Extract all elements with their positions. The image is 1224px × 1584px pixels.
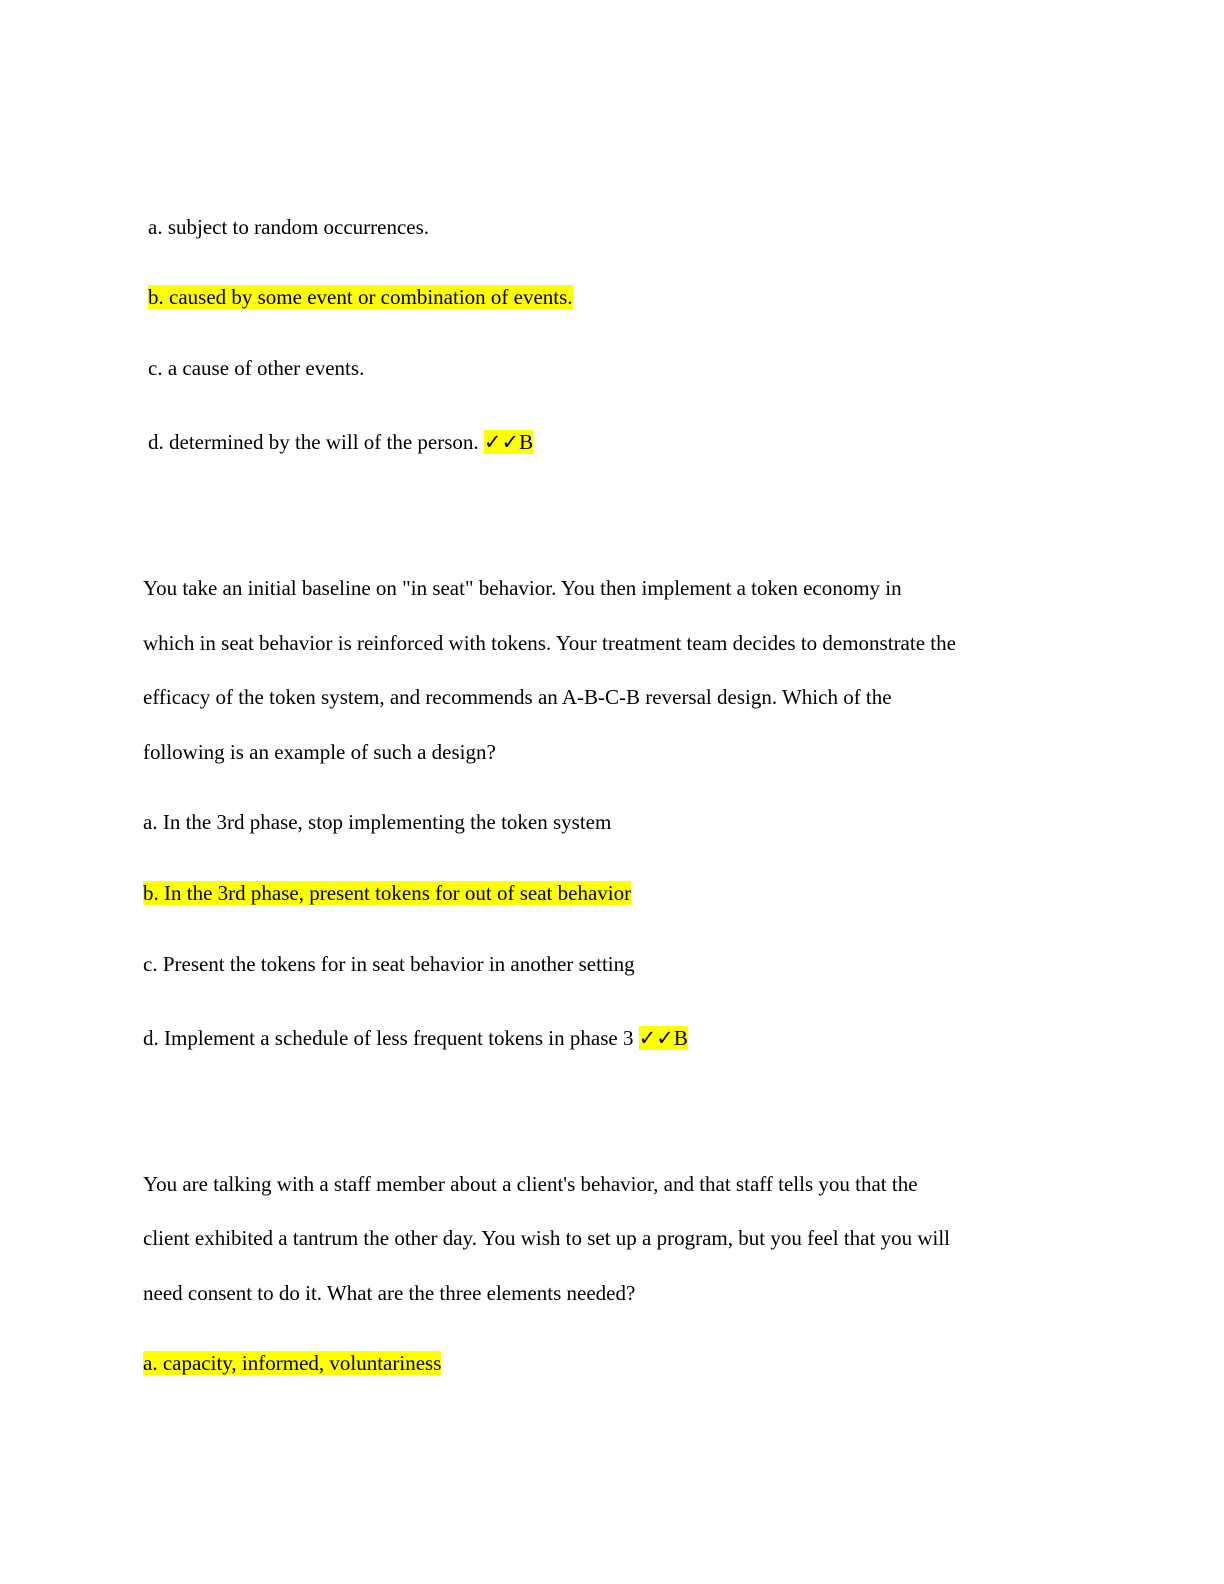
q2-option-b-text: b. In the 3rd phase, present tokens for out of seat behavior xyxy=(143,881,632,905)
q1-option-d xyxy=(148,430,533,454)
q1-answer-checks: ✓✓ xyxy=(483,430,520,454)
q3-stem-line-2-text: client exhibited a tantrum the other day. You wish to set up a program, but you feel that you will xyxy=(143,1226,950,1250)
q3-stem-line-1 xyxy=(143,1172,918,1196)
q2-stem-line-1-text: You take an initial baseline on "in seat" behavior. You then implement a token economy in xyxy=(143,576,902,600)
q2-answer-checks: ✓✓ xyxy=(638,1026,674,1050)
q2-stem-line-3 xyxy=(143,685,892,709)
q2-stem-line-3-text: efficacy of the token system, and recommends an A-B-C-B reversal design. Which of the xyxy=(143,685,892,709)
q2-option-d-text: d. Implement a schedule of less frequent tokens in phase 3 xyxy=(143,1026,634,1050)
q2-stem-line-4 xyxy=(143,740,496,764)
q2-option-a-text: a. In the 3rd phase, stop implementing the token system xyxy=(143,810,612,834)
q2-option-c xyxy=(143,952,635,976)
q2-stem-line-2 xyxy=(143,631,956,655)
q1-answer-letter: B xyxy=(519,430,534,454)
q2-option-c-text: c. Present the tokens for in seat behavior in another setting xyxy=(143,952,635,976)
q1-option-a xyxy=(148,215,429,239)
q2-option-d xyxy=(143,1026,688,1050)
q2-stem-line-4-text: following is an example of such a design? xyxy=(143,740,496,764)
q3-option-a-text: a. capacity, informed, voluntariness xyxy=(143,1351,442,1375)
q3-option-a xyxy=(143,1351,441,1375)
q2-stem-line-1 xyxy=(143,576,902,600)
q3-stem-line-1-text: You are talking with a staff member about a client's behavior, and that staff tells you that the xyxy=(143,1172,918,1196)
q3-stem-line-3 xyxy=(143,1281,635,1305)
q2-answer-letter: B xyxy=(673,1026,688,1050)
q1-option-a-text: a. subject to random occurrences. xyxy=(148,215,430,239)
q3-stem-line-3-text: need consent to do it. What are the three elements needed? xyxy=(143,1281,636,1305)
q1-option-c xyxy=(148,356,364,380)
q1-option-c-text: c. a cause of other events. xyxy=(148,356,365,380)
q2-option-a xyxy=(143,810,611,834)
q1-option-b-text: b. caused by some event or combination of events. xyxy=(148,285,573,309)
q2-option-b xyxy=(143,881,631,905)
q1-answer-mark xyxy=(484,430,533,454)
q1-option-d-text: d. determined by the will of the person. xyxy=(148,430,479,454)
q1-option-b xyxy=(148,285,573,309)
q2-answer-mark xyxy=(639,1026,688,1050)
q3-stem-line-2 xyxy=(143,1226,950,1250)
q2-stem-line-2-text: which in seat behavior is reinforced with tokens. Your treatment team decides to demonstrate the xyxy=(143,631,956,655)
